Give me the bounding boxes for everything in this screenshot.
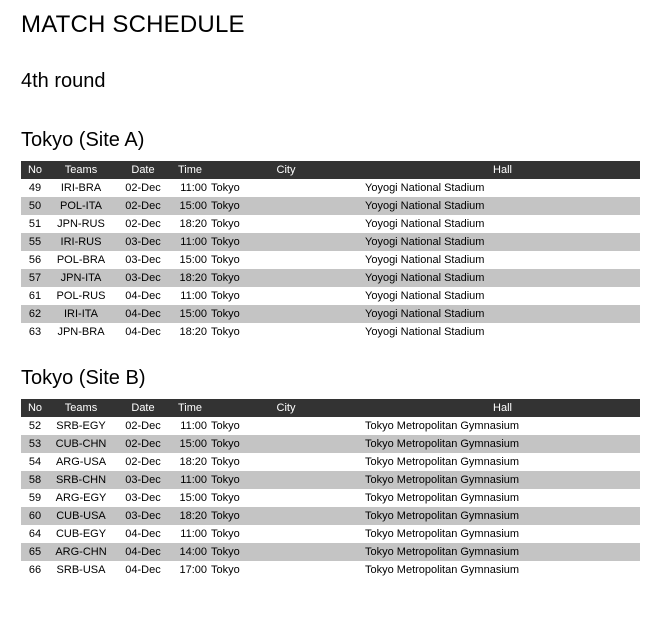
match-teams: SRB-CHN bbox=[49, 471, 113, 489]
table-row bbox=[21, 489, 640, 507]
table-row bbox=[21, 435, 640, 453]
match-number: 66 bbox=[28, 564, 42, 576]
match-number: 51 bbox=[28, 218, 42, 230]
column-header-teams: Teams bbox=[49, 161, 113, 179]
match-time: 11:00 bbox=[180, 420, 207, 432]
column-header-hall: Hall bbox=[365, 399, 640, 417]
match-time: 18:20 bbox=[173, 507, 207, 525]
match-date: 03-Dec bbox=[125, 254, 161, 266]
match-teams: CUB-USA bbox=[49, 507, 113, 525]
match-hall: Tokyo Metropolitan Gymnasium bbox=[365, 543, 640, 561]
match-number: 64 bbox=[28, 528, 42, 540]
match-hall: Tokyo Metropolitan Gymnasium bbox=[365, 528, 520, 540]
page-title: MATCH SCHEDULE bbox=[21, 11, 245, 38]
match-time: 18:20 bbox=[179, 218, 207, 230]
match-number: 54 bbox=[28, 456, 42, 468]
match-city: Tokyo bbox=[211, 492, 240, 504]
match-date: 02-Dec bbox=[113, 197, 173, 215]
table-row bbox=[21, 525, 640, 543]
table-row bbox=[21, 287, 640, 305]
table-row bbox=[21, 507, 640, 525]
match-hall: Tokyo Metropolitan Gymnasium bbox=[365, 420, 520, 432]
table-header-row bbox=[21, 399, 640, 417]
match-teams: ARG-EGY bbox=[55, 492, 107, 504]
site-a-table-body bbox=[21, 179, 640, 341]
match-hall: Yoyogi National Stadium bbox=[365, 305, 640, 323]
match-time: 11:00 bbox=[173, 471, 207, 489]
site-a-title: Tokyo (Site A) bbox=[21, 129, 145, 151]
match-hall: Yoyogi National Stadium bbox=[365, 233, 640, 251]
match-number: 49 bbox=[28, 182, 42, 194]
match-time: 11:00 bbox=[180, 290, 207, 302]
match-teams: SRB-USA bbox=[56, 564, 106, 576]
match-teams: POL-RUS bbox=[56, 290, 106, 302]
match-date: 02-Dec bbox=[125, 420, 161, 432]
match-city: Tokyo bbox=[211, 326, 240, 338]
match-number: 56 bbox=[28, 254, 42, 266]
match-teams: POL-ITA bbox=[49, 197, 113, 215]
match-date: 02-Dec bbox=[125, 182, 161, 194]
site-a-schedule-table bbox=[21, 161, 640, 341]
match-city: Tokyo bbox=[207, 471, 365, 489]
match-time: 11:00 bbox=[180, 528, 207, 540]
match-number: 61 bbox=[28, 290, 42, 302]
match-date: 04-Dec bbox=[125, 564, 161, 576]
match-teams: JPN-BRA bbox=[57, 326, 105, 338]
match-number: 50 bbox=[21, 197, 49, 215]
table-row bbox=[21, 561, 640, 579]
match-hall: Tokyo Metropolitan Gymnasium bbox=[365, 456, 520, 468]
match-teams: IRI-BRA bbox=[60, 182, 102, 194]
match-hall: Tokyo Metropolitan Gymnasium bbox=[365, 492, 520, 504]
match-time: 11:00 bbox=[180, 182, 207, 194]
match-teams: ARG-USA bbox=[55, 456, 107, 468]
table-row bbox=[21, 543, 640, 561]
match-number: 60 bbox=[21, 507, 49, 525]
match-date: 04-Dec bbox=[113, 543, 173, 561]
match-hall: Tokyo Metropolitan Gymnasium bbox=[365, 471, 640, 489]
column-header-date: Date bbox=[113, 399, 173, 417]
table-row bbox=[21, 251, 640, 269]
match-teams: ARG-CHN bbox=[49, 543, 113, 561]
column-header-no: No bbox=[21, 399, 49, 417]
column-header-city: City bbox=[207, 399, 365, 417]
table-row bbox=[21, 269, 640, 287]
match-date: 03-Dec bbox=[113, 233, 173, 251]
round-title: 4th round bbox=[21, 70, 106, 92]
match-time: 18:20 bbox=[173, 269, 207, 287]
match-date: 03-Dec bbox=[125, 492, 161, 504]
match-time: 18:20 bbox=[179, 456, 207, 468]
site-b-schedule-table bbox=[21, 399, 640, 579]
match-city: Tokyo bbox=[207, 543, 365, 561]
match-hall: Tokyo Metropolitan Gymnasium bbox=[365, 435, 640, 453]
match-city: Tokyo bbox=[207, 435, 365, 453]
match-time: 18:20 bbox=[179, 326, 207, 338]
match-date: 02-Dec bbox=[125, 218, 161, 230]
column-header-no: No bbox=[21, 161, 49, 179]
match-date: 02-Dec bbox=[125, 456, 161, 468]
match-hall: Tokyo Metropolitan Gymnasium bbox=[365, 507, 640, 525]
match-hall: Tokyo Metropolitan Gymnasium bbox=[365, 564, 520, 576]
table-row bbox=[21, 179, 640, 197]
match-date: 02-Dec bbox=[113, 435, 173, 453]
match-city: Tokyo bbox=[211, 218, 240, 230]
match-date: 04-Dec bbox=[125, 326, 161, 338]
table-row bbox=[21, 471, 640, 489]
match-time: 15:00 bbox=[179, 254, 207, 266]
match-time: 11:00 bbox=[173, 233, 207, 251]
column-header-hall: Hall bbox=[365, 161, 640, 179]
match-city: Tokyo bbox=[211, 564, 240, 576]
match-hall: Yoyogi National Stadium bbox=[365, 269, 640, 287]
match-teams: JPN-ITA bbox=[49, 269, 113, 287]
match-teams: CUB-EGY bbox=[55, 528, 107, 540]
match-date: 04-Dec bbox=[113, 305, 173, 323]
site-b-title: Tokyo (Site B) bbox=[21, 367, 146, 389]
match-time: 17:00 bbox=[179, 564, 207, 576]
table-row bbox=[21, 197, 640, 215]
match-city: Tokyo bbox=[211, 290, 240, 302]
table-row bbox=[21, 323, 640, 341]
match-time: 15:00 bbox=[173, 197, 207, 215]
match-teams: IRI-RUS bbox=[49, 233, 113, 251]
column-header-city: City bbox=[207, 161, 365, 179]
match-hall: Yoyogi National Stadium bbox=[365, 290, 485, 302]
match-teams: CUB-CHN bbox=[49, 435, 113, 453]
match-time: 15:00 bbox=[179, 492, 207, 504]
match-date: 03-Dec bbox=[113, 471, 173, 489]
match-date: 03-Dec bbox=[113, 269, 173, 287]
match-date: 03-Dec bbox=[113, 507, 173, 525]
match-number: 57 bbox=[21, 269, 49, 287]
match-hall: Yoyogi National Stadium bbox=[365, 326, 485, 338]
match-number: 63 bbox=[28, 326, 42, 338]
match-teams: IRI-ITA bbox=[49, 305, 113, 323]
match-city: Tokyo bbox=[211, 254, 240, 266]
match-city: Tokyo bbox=[207, 305, 365, 323]
match-time: 15:00 bbox=[173, 435, 207, 453]
match-hall: Yoyogi National Stadium bbox=[365, 254, 485, 266]
match-number: 55 bbox=[21, 233, 49, 251]
table-row bbox=[21, 215, 640, 233]
match-number: 59 bbox=[28, 492, 42, 504]
match-time: 14:00 bbox=[173, 543, 207, 561]
match-number: 62 bbox=[21, 305, 49, 323]
table-row bbox=[21, 233, 640, 251]
match-teams: SRB-EGY bbox=[56, 420, 106, 432]
match-hall: Yoyogi National Stadium bbox=[365, 218, 485, 230]
column-header-teams: Teams bbox=[49, 399, 113, 417]
column-header-time: Time bbox=[173, 161, 207, 179]
match-city: Tokyo bbox=[211, 420, 240, 432]
match-city: Tokyo bbox=[211, 528, 240, 540]
match-hall: Yoyogi National Stadium bbox=[365, 182, 485, 194]
table-header-row bbox=[21, 161, 640, 179]
match-hall: Yoyogi National Stadium bbox=[365, 197, 640, 215]
table-row bbox=[21, 417, 640, 435]
match-city: Tokyo bbox=[207, 269, 365, 287]
match-teams: POL-BRA bbox=[56, 254, 106, 266]
column-header-date: Date bbox=[113, 161, 173, 179]
table-row bbox=[21, 453, 640, 471]
match-date: 04-Dec bbox=[125, 290, 161, 302]
match-date: 04-Dec bbox=[125, 528, 161, 540]
match-time: 15:00 bbox=[173, 305, 207, 323]
match-city: Tokyo bbox=[211, 456, 240, 468]
match-city: Tokyo bbox=[207, 197, 365, 215]
site-b-table-body bbox=[21, 417, 640, 579]
match-number: 52 bbox=[28, 420, 42, 432]
match-number: 53 bbox=[21, 435, 49, 453]
table-row bbox=[21, 305, 640, 323]
column-header-time: Time bbox=[173, 399, 207, 417]
match-city: Tokyo bbox=[211, 182, 240, 194]
match-teams: JPN-RUS bbox=[57, 218, 105, 230]
match-number: 58 bbox=[21, 471, 49, 489]
match-number: 65 bbox=[21, 543, 49, 561]
match-city: Tokyo bbox=[207, 233, 365, 251]
match-city: Tokyo bbox=[207, 507, 365, 525]
